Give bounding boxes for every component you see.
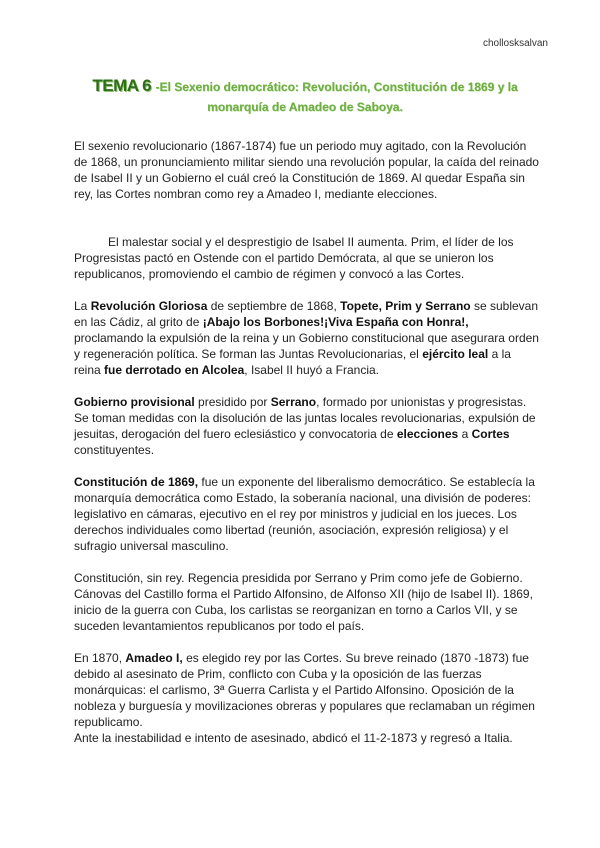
bold-text: Topete, Prim y Serrano xyxy=(340,299,471,313)
text-run: presidido por xyxy=(194,395,271,409)
bold-text: Revolución Gloriosa xyxy=(90,299,208,313)
paragraph-gobierno xyxy=(74,394,540,458)
text-run: a xyxy=(458,427,472,441)
text-run: constituyentes. xyxy=(74,443,155,457)
author-header: chollosksalvan xyxy=(482,38,548,49)
title-tema: TEMA 6 xyxy=(92,76,152,95)
bold-text: ¡Abajo los Borbones!¡Viva España con Honra!, xyxy=(202,315,469,329)
title-subtitle: -El Sexenio democrático: Revolución, Constitución de 1869 y la monarquía de Amadeo de Saboya. xyxy=(155,80,518,114)
bold-text: Constitución de 1869, xyxy=(74,475,199,489)
text-run: a la reina xyxy=(74,347,511,377)
text-run: , Isabel II huyó a Francia. xyxy=(244,363,380,377)
text-run: , formado por unionistas y progresistas. Se toman medidas con la disolución de las juntas locales revolucionarias, expulsión de jesuitas, derogación del fuero eclesiástico y convocatoria de xyxy=(74,395,536,441)
bold-text: fue derrotado en Alcolea xyxy=(104,363,245,377)
text-run: En 1870, xyxy=(74,651,126,665)
text-run: es elegido rey por las Cortes. Su breve reinado (1870 -1873) fue debido al asesinato de Prim, conflicto con Cuba y la oposición de las fuerzas monárquicas: el carlismo, 3ª Guerra Carlista y el Partido Alfonsino. Oposición de la nobleza y burguesía y movilizaciones obreras y populares que reclamaban un régimen republicamo. xyxy=(74,651,535,729)
text-run: fue un exponente del liberalismo democrático. Se establecía la monarquía democrática como Estado, la soberanía nacional, una división de poderes: legislativo en cámaras, ejecutivo en el rey por ministros y judicial en los jueces. Los derechos individuales como libertad (reunión, asociación, expresión religiosa) y el sufragio universal masculino. xyxy=(74,475,535,553)
text-run: Ante la inestabilidad e intento de asesinado, abdicó el 11-2-1873 y regresó a Italia. xyxy=(74,731,513,745)
paragraph-intro xyxy=(74,138,540,202)
paragraph-malestar xyxy=(74,234,540,282)
bold-text: Serrano xyxy=(270,395,317,409)
text-run: proclamando la expulsión de la reina y un Gobierno constitucional que asegurara orden y regeneración política. Se forman las Juntas Revolucionarias, el xyxy=(74,331,539,361)
bold-text: Gobierno provisional xyxy=(74,395,195,409)
bold-text: elecciones xyxy=(396,427,459,441)
text-run: El sexenio revolucionario (1867-1874) fue un periodo muy agitado, con la Revolución de 1868, un pronunciamiento militar siendo una revolución popular, la caída del reinado de Isabel II y un Gobierno el cuál creó la Constitución de 1869. Al quedar España sin rey, las Cortes nombran como rey a Amadeo I, mediante elecciones. xyxy=(74,139,539,201)
paragraph-constitucion xyxy=(74,474,540,554)
bold-text: ejército leal xyxy=(422,347,489,361)
text-run: La xyxy=(74,299,91,313)
text-run: Constitución, sin rey. Regencia presidida por Serrano y Prim como jefe de Gobierno. Cánovas del Castillo forma el Partido Alfonsino, de Alfonso XII (hijo de Isabel II). 1869, inicio de la guerra con Cuba, los carlistas se reorganizan en torno a Carlos VII, y se suceden levantamientos republicanos por todo el país. xyxy=(74,571,533,633)
paragraph-abdicacion xyxy=(74,730,540,746)
paragraph-amadeo xyxy=(74,650,540,730)
bold-text: Cortes xyxy=(471,427,510,441)
page-title xyxy=(70,76,540,117)
paragraph-revolucion xyxy=(74,298,540,378)
text-run: de septiembre de 1868, xyxy=(207,299,341,313)
bold-text: Amadeo I, xyxy=(125,651,183,665)
text-run: El malestar social y el desprestigio de Isabel II aumenta. Prim, el líder de los Progresistas pactó en Ostende con el partido Demócrata, al que se unieron los republicanos, promoviendo el cambio de régimen y convocó a las Cortes. xyxy=(74,235,514,281)
text-run: se sublevan en las Cádiz, al grito de xyxy=(74,299,539,329)
paragraph-regencia xyxy=(74,570,540,634)
